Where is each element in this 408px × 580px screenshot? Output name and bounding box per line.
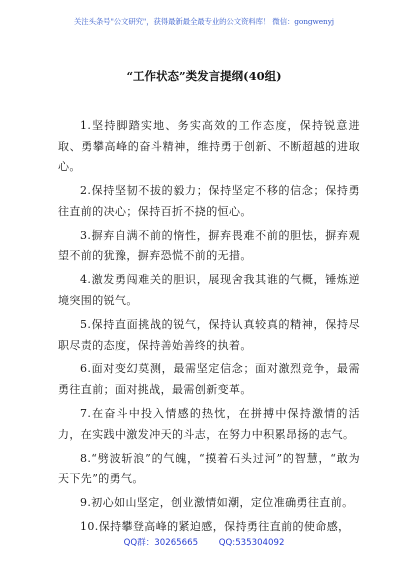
paragraph-3: 3.摒弃自满不前的惰性，摒弃畏难不前的胆怯，摒弃观望不前的犹豫，摒弃恐慌不前的无措。 — [58, 228, 360, 263]
document-body — [58, 116, 360, 541]
footer-qq-number: QQ:535304092 — [218, 538, 285, 548]
paragraph-4: 4.激发勇闯难关的胆识，展现舍我其谁的气概，锤炼逆境突围的锐气。 — [58, 273, 360, 307]
document-title: “工作状态”类发言提纲(40组) — [126, 69, 282, 83]
paragraph-8: 8.“劈波斩浪”的气魄，“摸着石头过河”的智慧，“敢为天下先”的勇气。 — [58, 451, 360, 486]
paragraph-7: 7.在奋斗中投入情感的热忱，在拼搏中保持激情的活力，在实践中激发冲天的斗志，在努力中积累昂扬的志气。 — [58, 407, 360, 441]
paragraph-2: 2.保持坚韧不拔的毅力；保持坚定不移的信念；保持勇往直前的决心；保持百折不挠的恒心。 — [58, 184, 360, 218]
paragraph-5: 5.保持直面挑战的锐气，保持认真较真的精神，保持尽职尽责的态度，保持善始善终的执着。 — [58, 317, 360, 352]
paragraph-6: 6.面对变幻莫测，最需坚定信念；面对激烈竞争，最需勇往直前；面对挑战，最需创新变革。 — [58, 362, 360, 397]
paragraph-1: 1.坚持脚踏实地、务实高效的工作态度，保持锐意进取、勇攀高峰的奋斗精神，维持勇于创新、不断超越的进取心。 — [58, 119, 360, 174]
footer-qq-group: QQ群：30265665 — [123, 538, 199, 548]
paragraph-10: 10.保持攀登高峰的紧迫感，保持勇往直前的使命感， — [80, 520, 350, 534]
paragraph-9: 9.初心如山坚定，创业激情如潮，定位准确勇往直前。 — [80, 496, 354, 510]
header-banner: 关注头条号"公文研究"，获得最新最全最专业的公文资料库！ 微信：gongwenyj — [74, 17, 334, 26]
footer-contact — [0, 536, 408, 548]
